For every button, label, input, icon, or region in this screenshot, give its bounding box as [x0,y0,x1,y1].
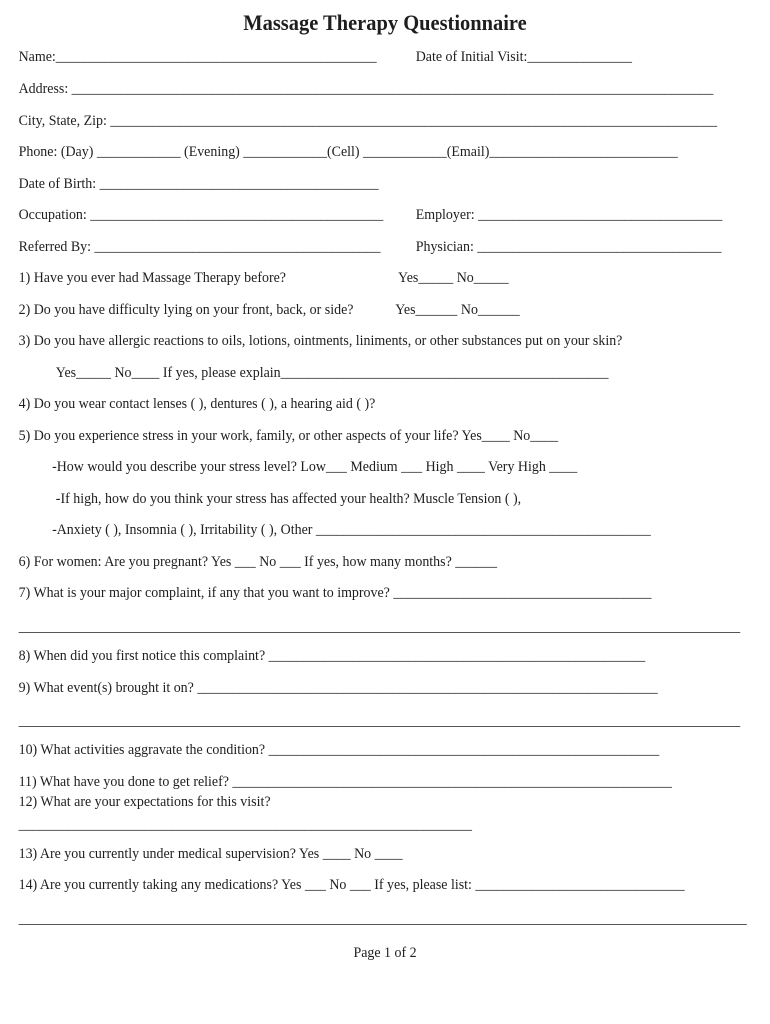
initial-visit-field[interactable]: Date of Initial Visit:_______________ [415,49,632,65]
physician-field[interactable]: Physician: ___________________________________ [415,239,722,255]
question-3-answer[interactable]: Yes_____ No____ If yes, please explain_______________________________________________ [55,365,609,381]
answer-line[interactable] [19,726,741,727]
question-2-answer[interactable]: Yes______ No______ [395,302,520,318]
page-number: Page 1 of 2 [353,945,417,961]
question-8[interactable]: 8) When did you first notice this complaint? ______________________________________________________ [18,648,646,664]
question-14[interactable]: 14) Are you currently taking any medications? Yes ___ No ___ If yes, please list: ______________________________ [18,877,685,893]
question-6[interactable]: 6) For women: Are you pregnant? Yes ___ No ___ If yes, how many months? ______ [18,554,498,570]
employer-field[interactable]: Employer: ___________________________________ [415,207,723,223]
question-1: 1) Have you ever had Massage Therapy before? [18,270,286,286]
question-13[interactable]: 13) Are you currently under medical supervision? Yes ____ No ____ [18,846,403,862]
question-5-health-effect[interactable]: -If high, how do you think your stress has affected your health? Muscle Tension ( ), [55,491,522,507]
question-12-answer-line[interactable]: _________________________________________________________________ [18,817,472,833]
question-2: 2) Do you have difficulty lying on your front, back, or side? [18,302,354,318]
phone-field[interactable]: Phone: (Day) ____________ (Evening) ____________(Cell) ____________(Email)___________________________ [18,144,678,160]
referred-by-field[interactable]: Referred By: _________________________________________ [18,239,381,255]
page-title: Massage Therapy Questionnaire [243,10,527,35]
question-5[interactable]: 5) Do you experience stress in your work, family, or other aspects of your life? Yes____ No____ [18,428,559,444]
name-field[interactable]: Name:______________________________________________ [18,49,377,65]
question-5-symptoms[interactable]: -Anxiety ( ), Insomnia ( ), Irritability ( ), Other ________________________________________________ [52,522,651,538]
question-3: 3) Do you have allergic reactions to oils, lotions, ointments, liniments, or other substances put on your skin? [18,333,623,349]
answer-line[interactable] [19,924,747,925]
city-state-zip-field[interactable]: City, State, Zip: _______________________________________________________________________________________ [18,113,718,129]
question-5-stress-level[interactable]: -How would you describe your stress level? Low___ Medium ___ High ____ Very High ____ [52,459,578,475]
question-12: 12) What are your expectations for this visit? [18,794,271,810]
question-10[interactable]: 10) What activities aggravate the condition? ________________________________________________________ [18,742,660,758]
question-7[interactable]: 7) What is your major complaint, if any that you want to improve? _____________________________________ [18,585,652,601]
question-1-answer[interactable]: Yes_____ No_____ [398,270,509,286]
date-of-birth-field[interactable]: Date of Birth: ________________________________________ [18,176,379,192]
question-11[interactable]: 11) What have you done to get relief? _______________________________________________________________ [18,774,672,790]
answer-line[interactable] [19,632,741,633]
address-field[interactable]: Address: ____________________________________________________________________________________________ [18,81,714,97]
occupation-field[interactable]: Occupation: __________________________________________ [18,207,384,223]
question-9[interactable]: 9) What event(s) brought it on? __________________________________________________________________ [18,680,658,696]
question-4[interactable]: 4) Do you wear contact lenses ( ), dentures ( ), a hearing aid ( )? [18,396,376,412]
